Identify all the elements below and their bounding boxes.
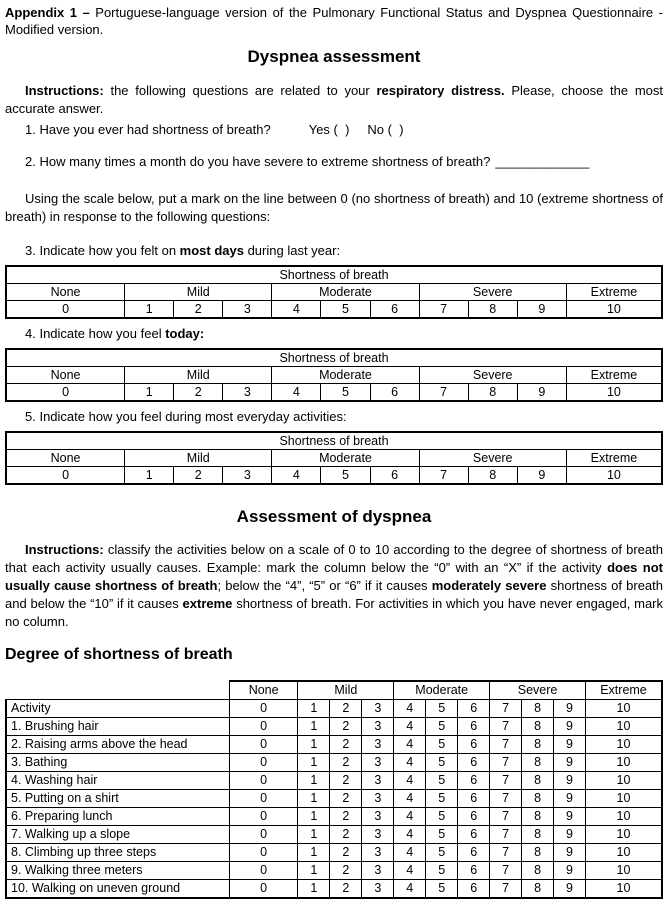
activity-score-cell: 6 — [458, 808, 490, 826]
scale-value-cell: 3 — [223, 301, 272, 319]
scale-value-cell: 7 — [419, 384, 468, 402]
instructions2-bold-3: extreme — [182, 596, 233, 611]
activity-score-cell: 5 — [426, 718, 458, 736]
activity-score-cell: 4 — [394, 790, 426, 808]
scale-value-cell: 2 — [174, 301, 223, 319]
activity-row — [6, 880, 662, 899]
scale-value-cell: 0 — [6, 467, 125, 485]
scale-value-cell: 9 — [517, 384, 566, 402]
scale-value-cell: 8 — [468, 384, 517, 402]
activity-score-cell: 8 — [522, 862, 554, 880]
activity-rating-table — [5, 680, 663, 899]
scale-value-cell: 8 — [468, 301, 517, 319]
activity-label: 5. Putting on a shirt — [6, 790, 229, 808]
instructions2-text-2: ; below the “4”, “5” or “6” if it causes — [217, 578, 432, 593]
activity-score-cell: 10 — [586, 844, 663, 862]
activity-score-cell: 1 — [298, 862, 330, 880]
activity-score-cell: 8 — [522, 736, 554, 754]
activity-score-cell: 9 — [554, 790, 586, 808]
activity-score-cell: 5 — [426, 754, 458, 772]
scale-value-cell: 0 — [6, 301, 125, 319]
activity-score-cell: 1 — [298, 880, 330, 899]
activity-score-cell: 5 — [426, 862, 458, 880]
question-5: 5. Indicate how you feel during most everyday activities: — [25, 409, 347, 424]
scale-category-moderate: Moderate — [272, 450, 419, 467]
activity-score-cell: 0 — [229, 718, 298, 736]
activity-score-cell: 2 — [330, 862, 362, 880]
scale-table-title: Shortness of breath — [6, 432, 662, 450]
empty-corner-cell — [6, 681, 229, 700]
section1-instructions — [5, 82, 663, 118]
question-3-text-2: during last year: — [243, 243, 341, 258]
activity-score-cell: 0 — [229, 772, 298, 790]
activity-score-cell: 3 — [362, 700, 394, 718]
activity-row — [6, 862, 662, 880]
activity-label: 9. Walking three meters — [6, 862, 229, 880]
activity-score-cell: 6 — [458, 772, 490, 790]
question-4 — [5, 325, 663, 343]
activity-label: 3. Bathing — [6, 754, 229, 772]
activity-row — [6, 790, 662, 808]
scale-value-cell: 1 — [125, 384, 174, 402]
activity-score-cell: 10 — [586, 754, 663, 772]
activity-score-cell: 3 — [362, 880, 394, 899]
activity-score-cell: 6 — [458, 862, 490, 880]
activity-label: 1. Brushing hair — [6, 718, 229, 736]
activity-score-cell: 10 — [586, 772, 663, 790]
activity-score-cell: 2 — [330, 772, 362, 790]
activity-score-cell: 7 — [490, 754, 522, 772]
activity-header-row — [6, 681, 662, 700]
scale-value-cell: 1 — [125, 301, 174, 319]
question-4-text: 4. Indicate how you feel — [25, 326, 166, 341]
activity-score-cell: 9 — [554, 772, 586, 790]
activity-score-cell: 4 — [394, 736, 426, 754]
activity-score-cell: 10 — [586, 808, 663, 826]
activity-score-cell: 1 — [298, 718, 330, 736]
scale-value-cell: 9 — [517, 301, 566, 319]
activity-score-cell: 3 — [362, 790, 394, 808]
activity-row — [6, 700, 662, 718]
activity-score-cell: 0 — [229, 862, 298, 880]
scale-value-cell: 1 — [125, 467, 174, 485]
question-1-text: 1. Have you ever had shortness of breath? — [25, 122, 271, 137]
activity-row — [6, 754, 662, 772]
activity-score-cell: 8 — [522, 718, 554, 736]
scale-category-none: None — [6, 284, 125, 301]
activity-score-cell: 4 — [394, 808, 426, 826]
scale-value-cell: 6 — [370, 467, 419, 485]
scale-value-cell: 4 — [272, 384, 321, 402]
activity-score-cell: 9 — [554, 844, 586, 862]
activity-label: 6. Preparing lunch — [6, 808, 229, 826]
activity-score-cell: 3 — [362, 844, 394, 862]
instructions-bold: respiratory distress. — [376, 83, 505, 98]
activity-score-cell: 1 — [298, 826, 330, 844]
activity-category-moderate: Moderate — [394, 681, 490, 700]
activity-score-cell: 7 — [490, 736, 522, 754]
activity-score-cell: 2 — [330, 790, 362, 808]
activity-score-cell: 0 — [229, 790, 298, 808]
scale-category-none: None — [6, 450, 125, 467]
activity-score-cell: 4 — [394, 700, 426, 718]
activity-score-cell: 9 — [554, 700, 586, 718]
activity-score-cell: 8 — [522, 700, 554, 718]
activity-row — [6, 736, 662, 754]
activity-score-cell: 9 — [554, 754, 586, 772]
activity-score-cell: 3 — [362, 772, 394, 790]
question-3-text: 3. Indicate how you felt on — [25, 243, 180, 258]
appendix-text: Portuguese-language version of the Pulmonary Functional Status and Dyspnea Questionnaire - Modified version. — [5, 5, 663, 37]
activity-score-cell: 3 — [362, 862, 394, 880]
activity-row — [6, 808, 662, 826]
activity-score-cell: 9 — [554, 736, 586, 754]
instructions-label: Instructions: — [25, 83, 104, 98]
question-4-bold: today: — [165, 326, 205, 341]
activity-score-cell: 0 — [229, 700, 298, 718]
activity-score-cell: 8 — [522, 754, 554, 772]
activity-score-cell: 5 — [426, 880, 458, 899]
activity-score-cell: 3 — [362, 826, 394, 844]
appendix-label: Appendix 1 – — [5, 5, 90, 20]
activity-score-cell: 8 — [522, 808, 554, 826]
activity-score-cell: 10 — [586, 862, 663, 880]
activity-score-cell: 6 — [458, 700, 490, 718]
activity-score-cell: 4 — [394, 880, 426, 899]
activity-score-cell: 0 — [229, 880, 298, 899]
activity-score-cell: 10 — [586, 736, 663, 754]
section2-title: Assessment of dyspnea — [236, 507, 432, 526]
activity-score-cell: 7 — [490, 826, 522, 844]
activity-score-cell: 7 — [490, 718, 522, 736]
activity-score-cell: 10 — [586, 700, 663, 718]
activity-score-cell: 8 — [522, 790, 554, 808]
activity-score-cell: 9 — [554, 718, 586, 736]
scale-category-mild: Mild — [125, 367, 272, 384]
activity-score-cell: 3 — [362, 718, 394, 736]
activity-score-cell: 4 — [394, 862, 426, 880]
activity-score-cell: 2 — [330, 880, 362, 899]
activity-score-cell: 6 — [458, 718, 490, 736]
scale-value-cell: 2 — [174, 467, 223, 485]
scale-category-mild: Mild — [125, 284, 272, 301]
activity-score-cell: 9 — [554, 808, 586, 826]
activity-score-cell: 0 — [229, 736, 298, 754]
activity-score-cell: 2 — [330, 844, 362, 862]
question-2-text: 2. How many times a month do you have severe to extreme shortness of breath? — [25, 154, 491, 169]
activity-score-cell: 1 — [298, 754, 330, 772]
activity-score-cell: 1 — [298, 844, 330, 862]
activity-score-cell: 8 — [522, 826, 554, 844]
scale-value-cell: 5 — [321, 384, 370, 402]
scale-table-title: Shortness of breath — [6, 349, 662, 367]
activity-row — [6, 844, 662, 862]
activity-score-cell: 4 — [394, 718, 426, 736]
instructions2-bold-2: moderately severe — [431, 578, 547, 593]
scale-value-cell: 8 — [468, 467, 517, 485]
activity-label: 7. Walking up a slope — [6, 826, 229, 844]
scale-value-cell: 9 — [517, 467, 566, 485]
activity-label: 2. Raising arms above the head — [6, 736, 229, 754]
scale-value-cell: 2 — [174, 384, 223, 402]
activity-score-cell: 5 — [426, 844, 458, 862]
appendix-caption — [5, 4, 663, 38]
activity-score-cell: 0 — [229, 826, 298, 844]
activity-score-cell: 9 — [554, 862, 586, 880]
scale-value-cell: 5 — [321, 301, 370, 319]
question-2-answer-blank: _____________ — [495, 154, 590, 169]
scale-value-cell: 6 — [370, 301, 419, 319]
activity-score-cell: 0 — [229, 844, 298, 862]
activity-score-cell: 2 — [330, 826, 362, 844]
activity-score-cell: 7 — [490, 862, 522, 880]
activity-score-cell: 3 — [362, 754, 394, 772]
activity-row — [6, 772, 662, 790]
activity-score-cell: 8 — [522, 772, 554, 790]
activity-score-cell: 1 — [298, 772, 330, 790]
activity-score-cell: 10 — [586, 790, 663, 808]
activity-score-cell: 10 — [586, 718, 663, 736]
scale-value-cell: 3 — [223, 467, 272, 485]
scale-value-cell: 6 — [370, 384, 419, 402]
activity-score-cell: 7 — [490, 790, 522, 808]
activity-score-cell: 7 — [490, 700, 522, 718]
instructions-text-2: Please, choose the most accurate answer. — [5, 83, 663, 116]
instructions-text: the following questions are related to your — [103, 83, 377, 98]
question-2 — [5, 153, 663, 171]
activity-score-cell: 4 — [394, 772, 426, 790]
activity-score-cell: 1 — [298, 700, 330, 718]
activity-score-cell: 5 — [426, 736, 458, 754]
activity-score-cell: 1 — [298, 808, 330, 826]
activity-category-mild: Mild — [298, 681, 394, 700]
activity-score-cell: 2 — [330, 808, 362, 826]
activity-score-cell: 3 — [362, 736, 394, 754]
scale-value-cell: 10 — [566, 301, 662, 319]
activity-score-cell: 6 — [458, 844, 490, 862]
scale-value-cell: 4 — [272, 301, 321, 319]
activity-score-cell: 6 — [458, 790, 490, 808]
scale-table-title: Shortness of breath — [6, 266, 662, 284]
activity-score-cell: 5 — [426, 826, 458, 844]
section2-instructions — [5, 541, 663, 631]
scale-value-cell: 5 — [321, 467, 370, 485]
scale-value-cell: 10 — [566, 384, 662, 402]
activity-score-cell: 0 — [229, 754, 298, 772]
activity-score-cell: 1 — [298, 790, 330, 808]
scale-value-cell: 7 — [419, 301, 468, 319]
scale-category-severe: Severe — [419, 367, 566, 384]
activity-score-cell: 8 — [522, 880, 554, 899]
activity-score-cell: 5 — [426, 772, 458, 790]
instructions2-label: Instructions: — [25, 542, 104, 557]
instructions2-bold-1: does not usually cause shortness of breath — [5, 560, 664, 593]
activity-score-cell: 7 — [490, 772, 522, 790]
activity-score-cell: 5 — [426, 808, 458, 826]
activity-score-cell: 6 — [458, 880, 490, 899]
instructions2-text-3: shortness of breath and below the “10” if it causes — [5, 578, 663, 611]
activity-score-cell: 5 — [426, 790, 458, 808]
activity-label: 10. Walking on uneven ground — [6, 880, 229, 899]
activity-category-none: None — [229, 681, 298, 700]
question-1-yes-option: Yes ( ) — [308, 122, 350, 137]
scale-table-q3 — [5, 265, 663, 319]
scale-table-q4 — [5, 348, 663, 402]
activity-label: Activity — [6, 700, 229, 718]
scale-value-cell: 0 — [6, 384, 125, 402]
section1-title: Dyspnea assessment — [247, 47, 421, 66]
activity-score-cell: 2 — [330, 736, 362, 754]
scale-category-none: None — [6, 367, 125, 384]
activity-score-cell: 10 — [586, 826, 663, 844]
scale-category-moderate: Moderate — [272, 367, 419, 384]
activity-score-cell: 2 — [330, 700, 362, 718]
activity-score-cell: 1 — [298, 736, 330, 754]
activity-score-cell: 3 — [362, 808, 394, 826]
activity-score-cell: 6 — [458, 736, 490, 754]
question-3 — [5, 242, 663, 260]
scale-category-mild: Mild — [125, 450, 272, 467]
scale-table-q5 — [5, 431, 663, 485]
question-3-bold: most days — [179, 243, 244, 258]
instructions2-text: classify the activities below on a scale of 0 to 10 according to the degree of shortness of breath that each activity usually causes. Example: mark the column below the “0” with an “X” if the activity — [5, 542, 663, 575]
instructions2-text-4: shortness of breath. For activities in which you have never engaged, mark no column. — [5, 596, 664, 629]
activity-score-cell: 9 — [554, 880, 586, 899]
activity-row — [6, 718, 662, 736]
scale-value-cell: 10 — [566, 467, 662, 485]
activity-score-cell: 7 — [490, 808, 522, 826]
activity-score-cell: 6 — [458, 826, 490, 844]
scale-category-extreme: Extreme — [566, 284, 662, 301]
question-1-no-option: No ( ) — [367, 122, 404, 137]
activity-category-severe: Severe — [490, 681, 586, 700]
scale-category-extreme: Extreme — [566, 450, 662, 467]
activity-label: 4. Washing hair — [6, 772, 229, 790]
degree-subtitle: Degree of shortness of breath — [5, 646, 233, 663]
scale-category-moderate: Moderate — [272, 284, 419, 301]
activity-category-extreme: Extreme — [586, 681, 663, 700]
activity-score-cell: 5 — [426, 700, 458, 718]
activity-score-cell: 7 — [490, 844, 522, 862]
activity-score-cell: 4 — [394, 844, 426, 862]
activity-score-cell: 4 — [394, 754, 426, 772]
activity-row — [6, 826, 662, 844]
activity-label: 8. Climbing up three steps — [6, 844, 229, 862]
activity-score-cell: 8 — [522, 844, 554, 862]
scale-usage-note: Using the scale below, put a mark on the line between 0 (no shortness of breath) and 10 (extreme shortness of breath) in response to the following questions: — [5, 191, 663, 224]
activity-score-cell: 9 — [554, 826, 586, 844]
scale-value-cell: 4 — [272, 467, 321, 485]
scale-category-severe: Severe — [419, 284, 566, 301]
scale-category-severe: Severe — [419, 450, 566, 467]
scale-value-cell: 7 — [419, 467, 468, 485]
scale-value-cell: 3 — [223, 384, 272, 402]
activity-score-cell: 0 — [229, 808, 298, 826]
scale-category-extreme: Extreme — [566, 367, 662, 384]
question-1 — [5, 121, 663, 139]
activity-score-cell: 2 — [330, 718, 362, 736]
activity-score-cell: 7 — [490, 880, 522, 899]
activity-score-cell: 6 — [458, 754, 490, 772]
activity-score-cell: 10 — [586, 880, 663, 899]
activity-score-cell: 2 — [330, 754, 362, 772]
activity-score-cell: 4 — [394, 826, 426, 844]
